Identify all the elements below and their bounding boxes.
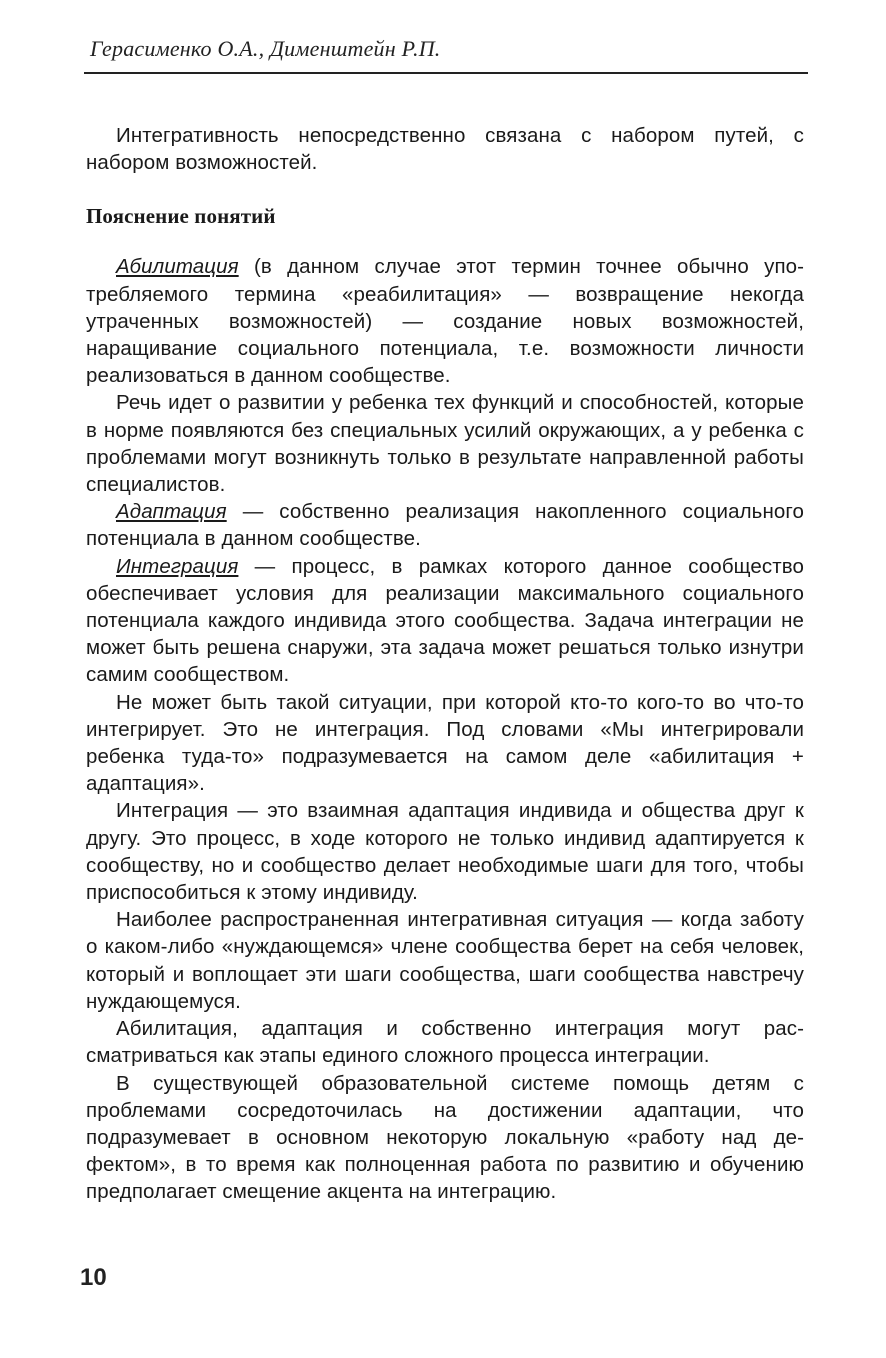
running-head-authors: Герасименко О.А., Дименштейн Р.П. — [90, 36, 441, 61]
paragraph-no-integration: Не может быть такой ситуации, при которой кто-то кого-то во что-то интегрирует. Это не интеграция. Под словами «Мы интегрировали ребенка туда-то» подразумевается на самом деле «абилитация + адаптация». — [86, 690, 804, 796]
page-number: 10 — [80, 1264, 107, 1291]
paragraph-adaptation — [86, 498, 804, 552]
paragraph-integrative-situation: Наиболее распространенная интегративная ситуация — когда заботу о каком-либо «нуждающемся» члене сообщества берет на себя человек, который и воплощает эти шаги сообщества, шаги сообщества навстречу нуждающемуся. — [86, 908, 804, 1013]
paragraph-development: Речь идет о развитии у ребенка тех функций и способностей, которые в норме появляются без специальных усилий окружающих, а у ребенка с проблемами могут возникнуть только в результате направленной работы специалистов. — [86, 391, 804, 497]
intro-paragraph: Интегративность непосредственно связана с набором путей, с набором возможностей. — [86, 124, 804, 175]
paragraph-adaptation-text: — собственно реализация накопленного социального потенциала в данном сообществе. — [86, 500, 804, 551]
term-integration: Интеграция — [116, 554, 239, 578]
page-body — [86, 122, 804, 1206]
term-adaptation: Адаптация — [116, 500, 227, 524]
header-rule — [84, 72, 808, 74]
paragraph-mutual-adaptation: Интеграция — это взаимная адаптация индивида и общества друг к другу. Это процесс, в ходе которого не только индивид адаптируется к сообществу, но и сообщество делает необходимые шаги для того, чтобы приспособиться к этому индивиду. — [86, 799, 804, 905]
paragraph-abilitation — [86, 253, 804, 389]
term-abilitation: Абилитация — [116, 255, 239, 279]
paragraph-education-system: В существующей образовательной системе помощь детям с проблемами сосредоточилась на достижении адаптации, что подразумевает в основном некоторую локальную «работу над дефектом», в то время как полноценная работа по развитию и обучению предполагает смещение акцента на интеграцию. — [86, 1071, 804, 1204]
section-heading: Пояснение понятий — [86, 204, 276, 229]
paragraph-stages: Абилитация, адаптация и собственно интеграция могут рассматриваться как этапы единого сложного процесса интеграции. — [86, 1017, 804, 1068]
paragraph-abilitation-text: (в данном случае этот термин точнее обычно употребляемого термина «реабилитация» — возвращение некогда утраченных возможностей) — создание новых возможностей, наращивание социального потенциала, т.е. возможности личности реализоваться в данном сообществе. — [86, 255, 804, 388]
paragraph-integration-text: — процесс, в рамках которого данное сообщество обеспечивает условия для реализации максимального социального потенциала каждого индивида этого сообщества. Задача интеграции не может быть решена снаружи, эта задача может решаться только изнутри самим сообществом. — [86, 554, 804, 687]
paragraph-integration — [86, 553, 804, 689]
